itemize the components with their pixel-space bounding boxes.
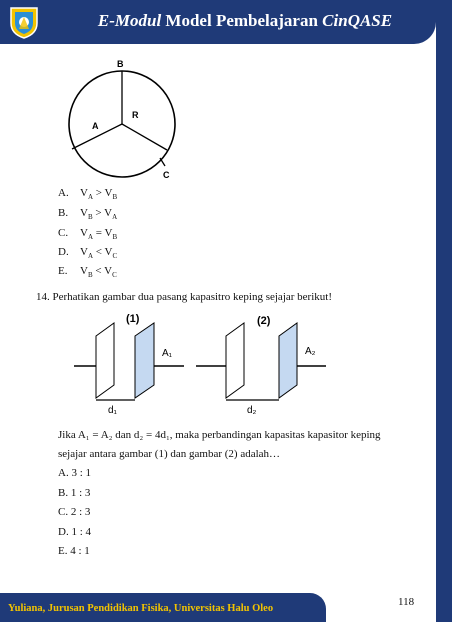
- plate-right-1: [135, 323, 154, 398]
- question-14-stem: 14. Perhatikan gambar dua pasang kapasitro keping sejajar berikut!: [36, 291, 332, 303]
- plate-left-1: [96, 323, 114, 398]
- plate-left-2: [226, 323, 244, 398]
- footer-author: Yuliana, Jurusan Pendidikan Fisika, Universitas Halu Oleo: [8, 603, 274, 614]
- question-14-text-line1: Jika A₁ = A₂ dan d₂ = 4d₁, maka perbandingan kapasitas kapasitor keping: [58, 429, 381, 441]
- label-d1: d₁: [108, 405, 117, 416]
- option-b: B. $V_B > V_A$: [58, 207, 118, 222]
- right-margin-band: [436, 0, 452, 640]
- plate-right-2: [279, 323, 297, 398]
- label-a1: A₁: [162, 348, 173, 359]
- option-a: A. $V_A > V_B$: [58, 187, 118, 202]
- label-r: R: [132, 110, 139, 120]
- q14-option-e: E. 4 : 1: [58, 545, 90, 557]
- question-14-text-line2: sejajar antara gambar (1) dan gambar (2) adalah…: [58, 448, 281, 460]
- q14-option-d: D. 1 : 4: [58, 526, 91, 538]
- fig-label-2: (2): [257, 315, 271, 327]
- university-logo: [8, 5, 40, 39]
- header-title: E-Modul Model Pembelajaran CinQASE: [97, 11, 393, 30]
- line-to-right: [122, 124, 167, 150]
- label-d2: d₂: [247, 405, 257, 416]
- footer-bottom-strip: [0, 622, 452, 640]
- page-number: 118: [398, 596, 415, 608]
- label-c: C: [163, 170, 170, 180]
- q14-option-b: B. 1 : 3: [58, 487, 91, 499]
- q14-option-a: A. 3 : 1: [58, 467, 91, 479]
- label-a: A: [92, 121, 99, 131]
- capacitor-diagram: [70, 305, 330, 420]
- label-b: B: [117, 59, 124, 69]
- option-d: D. $V_A < V_C$: [58, 246, 118, 261]
- q14-option-c: C. 2 : 3: [58, 506, 91, 518]
- circle-potential-diagram: [62, 54, 182, 184]
- page-header: [0, 0, 452, 46]
- label-a2: A₂: [305, 346, 316, 357]
- option-c: C. $V_A = V_B$: [58, 227, 118, 242]
- option-e: E. $V_B < V_C$: [58, 265, 117, 280]
- fig-label-1: (1): [126, 313, 140, 325]
